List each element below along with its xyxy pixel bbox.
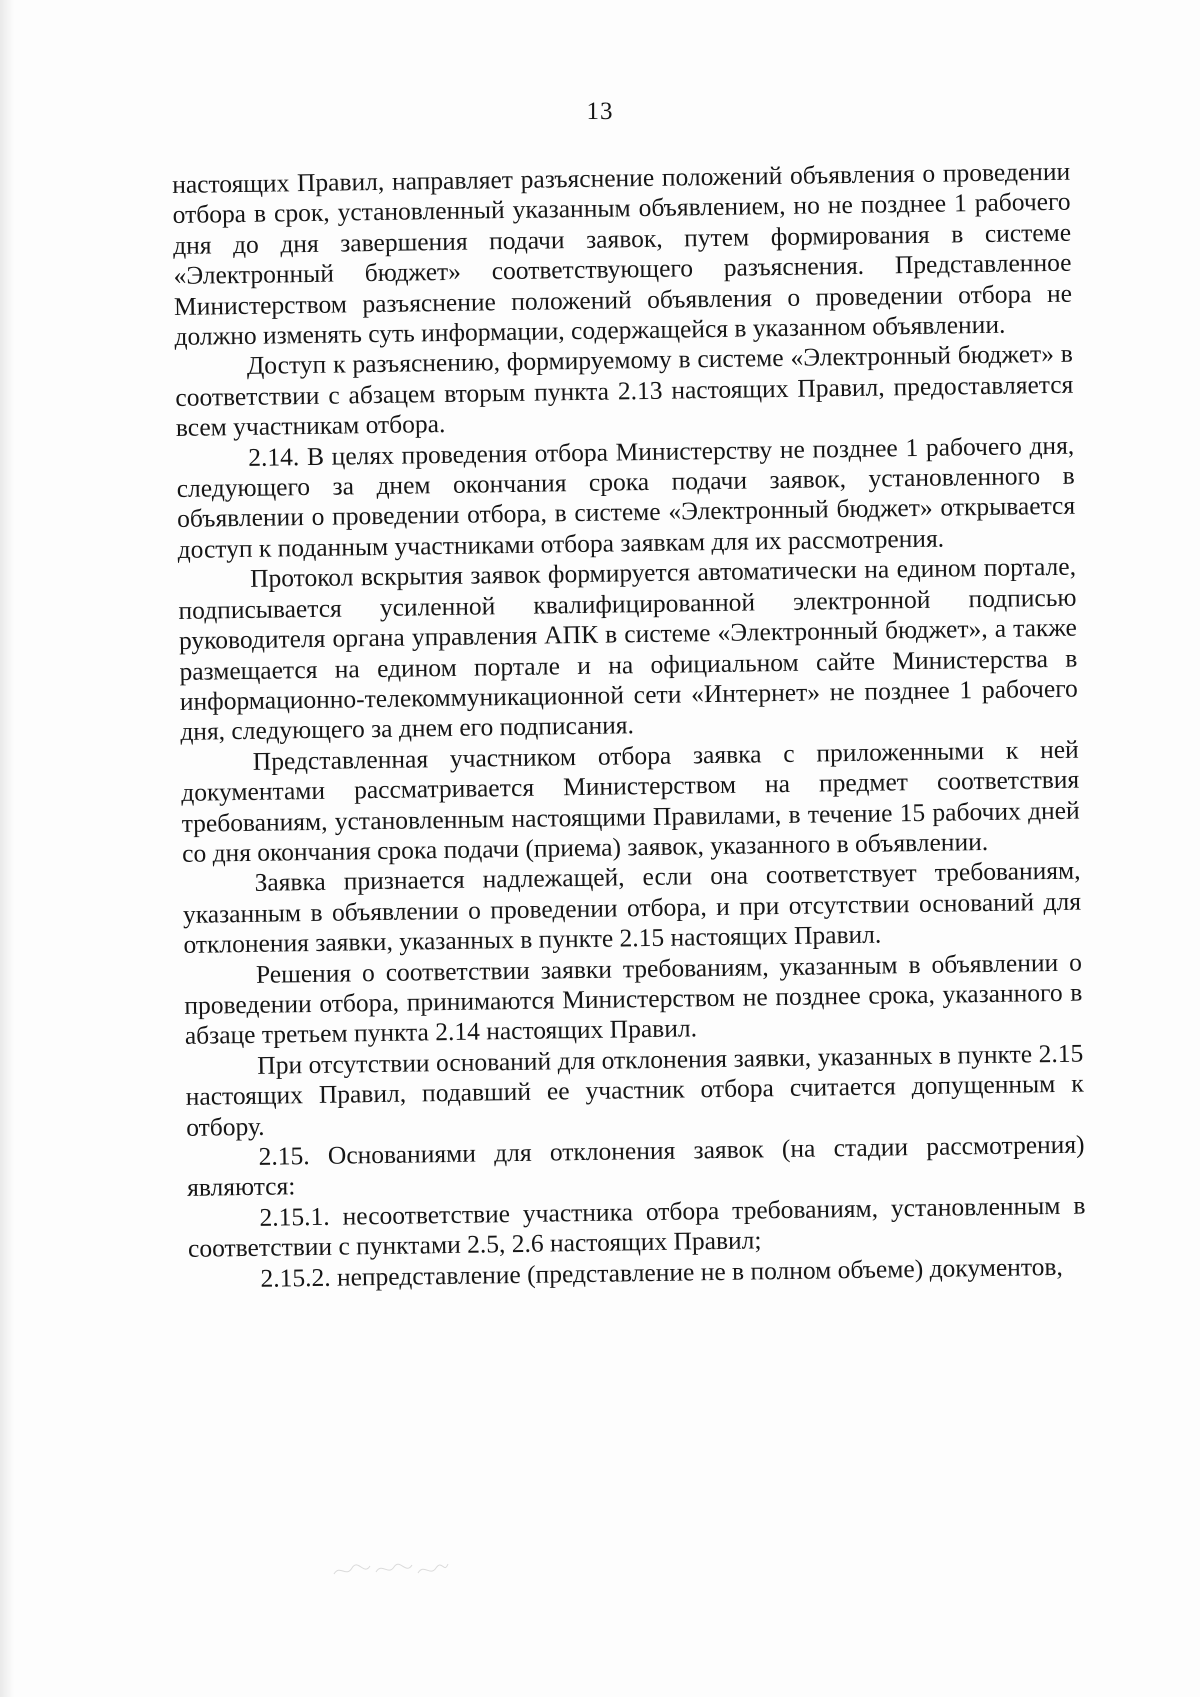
paragraph: Представленная участником отбора заявка с приложенными к ней документами рассматривается Министерством на предмет соответствия требованиям, установленным настоящими Правилами, в течение 15 рабочих дней со дня окончания срока подачи (приема) заявок, указанного в объявлении. xyxy=(181,734,1080,868)
paragraph: Доступ к разъяснению, формируемому в системе «Электронный бюджет» в соответствии с абзацем вторым пункта 2.13 настоящих Правил, предоставляется всем участникам отбора. xyxy=(175,339,1074,443)
paragraph: Решения о соответствии заявки требованиям, указанным в объявлении о проведении отбора, принимаются Министерством не позднее срока, указанного в абзаце третьем пункта 2.14 настоящих Правил. xyxy=(184,947,1083,1051)
paragraph: 2.14. В целях проведения отбора Министерству не позднее 1 рабочего дня, следующего за днем окончания срока подачи заявок, установленного в объявлении о проведении отбора, в системе «Электронный бюджет» открывается доступ к поданным участниками отбора заявкам для их рассмотрения. xyxy=(176,430,1076,564)
paragraph: 2.15.2. непредставление (представление не в полном объеме) документов, xyxy=(260,1251,1064,1293)
document-body xyxy=(172,157,1087,1295)
faint-stamp-smudge-icon xyxy=(330,1556,450,1582)
paragraph: 2.15.1. несоответствие участника отбора требованиям, установленным в соответствии с пунктами 2.5, 2.6 настоящих Правил; xyxy=(187,1190,1086,1264)
paragraph: 2.15. Основаниями для отклонения заявок (на стадии рассмотрения) являются: xyxy=(186,1129,1085,1203)
scan-edge-shadow xyxy=(0,0,14,1697)
paragraph: Заявка признается надлежащей, если она соответствует требованиям, указанным в объявлении о проведении отбора, и при отсутствии оснований для отклонения заявки, указанных в пункте 2.15 настоящих Правил. xyxy=(182,855,1082,960)
paragraph: настоящих Правил, направляет разъяснение положений объявления о проведении отбора в срок, установленный указанным объявлением, но не позднее 1 рабочего дня до дня завершения подачи заявок, путем формирования в системе «Электронный бюджет» соответствующего разъяснения. Представленное Министерством разъяснение положений объявления о проведении отбора не должно изменять суть информации, содержащейся в указанном объявлении. xyxy=(172,156,1073,352)
paragraph: Протокол вскрытия заявок формируется автоматически на едином портале, подписывается усиленной квалифицированной электронной подписью руководителя органа управления АПК в системе «Электронный бюджет», а также размещается на едином портале и на официальном сайте Министерства в информационно-телекоммуникационной сети «Интернет» не позднее 1 рабочего дня, следующего за днем его подписания. xyxy=(178,551,1078,747)
page-number: 13 xyxy=(586,98,614,125)
paragraph: При отсутствии оснований для отклонения заявки, указанных в пункте 2.15 настоящих Правил, подавший ее участник отбора считается допущенным к отбору. xyxy=(185,1038,1084,1142)
